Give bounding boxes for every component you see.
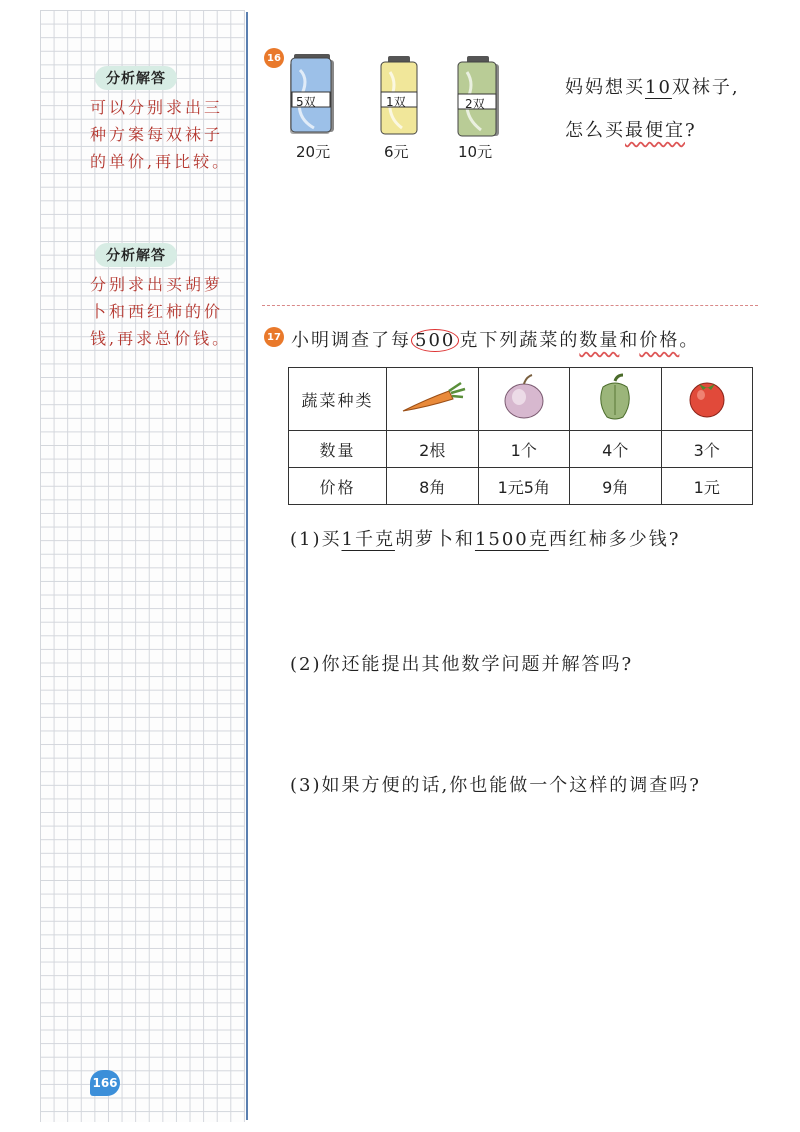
question-number-17: 17: [264, 327, 284, 347]
table-row: [289, 468, 753, 505]
quantity-cell: 3个: [661, 431, 753, 468]
sock-pack-2-label: 2双: [465, 97, 485, 111]
price-cell: 8角: [387, 468, 479, 505]
sock-pack-2-price: 10元: [458, 143, 493, 161]
question-number-16: 16: [264, 48, 284, 68]
sock-pack-1-label: 1双: [386, 95, 406, 109]
price-cell: 9角: [570, 468, 662, 505]
tomato-cell: [661, 368, 753, 431]
table-row: [289, 368, 753, 431]
note-text-1: 可以分别求出三种方案每双袜子的单价,再比较。: [90, 98, 232, 171]
note-heading-2: 分析解答: [95, 243, 177, 267]
grid-margin: [40, 10, 245, 1122]
q16-line-1: 妈妈想买10双袜子,: [565, 77, 740, 98]
carrot-icon: [397, 377, 467, 417]
pepper-cell: [570, 368, 662, 431]
section-divider: [262, 305, 758, 306]
margin-divider: [246, 12, 248, 1120]
sock-pack-5-label: 5双: [296, 95, 316, 109]
sock-pack-1-price: 6元: [384, 143, 409, 161]
note-heading-1: 分析解答: [95, 66, 177, 90]
green-pepper-icon: [593, 373, 637, 421]
carrot-cell: [387, 368, 479, 431]
page-number-badge: 166: [90, 1070, 120, 1096]
q17-sub-3: (3)如果方便的话,你也能做一个这样的调查吗?: [290, 775, 701, 796]
sock-pack-5-price: 20元: [296, 143, 331, 161]
row-header-type: 蔬菜种类: [289, 368, 387, 431]
price-cell: 1元: [661, 468, 753, 505]
price-cell: 1元5角: [478, 468, 570, 505]
note-text-2: 分别求出买胡萝卜和西红柿的价钱,再求总价钱。: [90, 275, 232, 348]
row-header-price: 价格: [289, 468, 387, 505]
q16-line-2: 怎么买最便宜?: [565, 120, 697, 141]
quantity-cell: 2根: [387, 431, 479, 468]
row-header-quantity: 数量: [289, 431, 387, 468]
onion-cell: [478, 368, 570, 431]
quantity-cell: 1个: [478, 431, 570, 468]
q17-sub-2: (2)你还能提出其他数学问题并解答吗?: [290, 654, 634, 675]
q17-intro: 小明调查了每 500 克下列蔬菜的数量和价格。: [291, 330, 700, 351]
tomato-icon: [685, 375, 729, 419]
vegetable-table: [288, 367, 753, 505]
quantity-cell: 4个: [570, 431, 662, 468]
onion-icon: [499, 373, 549, 421]
q17-sub-1: (1)买1千克胡萝卜和1500克西红柿多少钱?: [290, 529, 681, 550]
table-row: [289, 431, 753, 468]
